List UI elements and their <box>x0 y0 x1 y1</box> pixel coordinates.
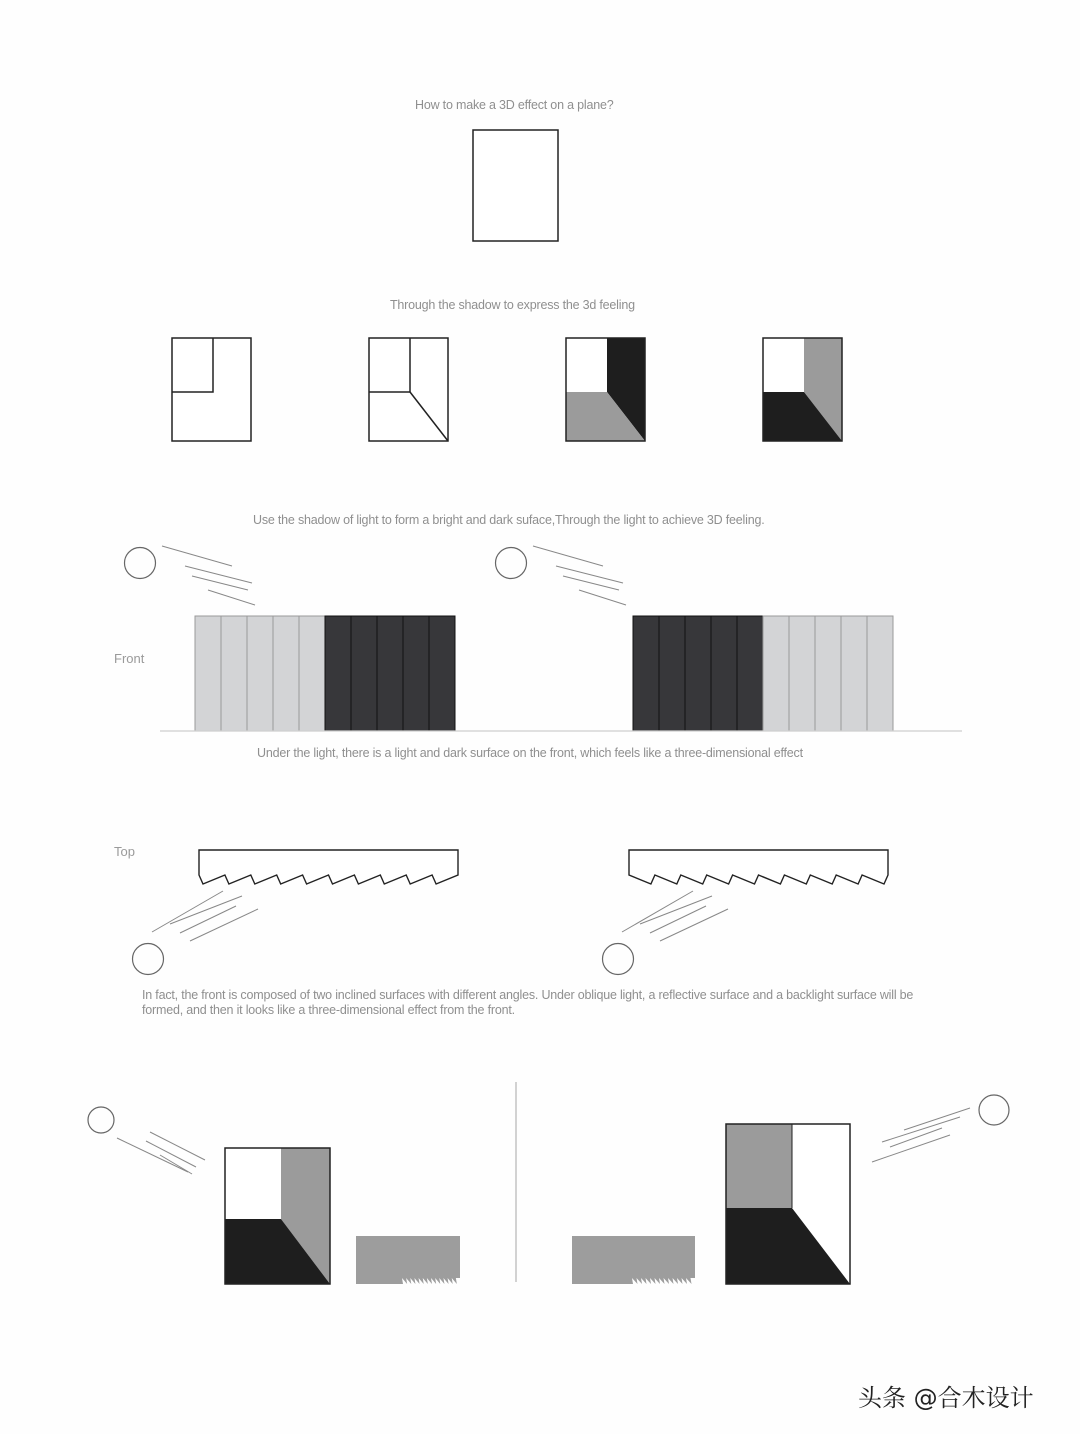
dark-panel <box>403 616 429 731</box>
dark-panel <box>633 616 659 731</box>
front-panels-right <box>633 616 893 731</box>
light-panel <box>247 616 273 731</box>
shadow-step-2 <box>369 338 448 441</box>
top-profile-right <box>629 850 888 884</box>
plain-rectangle <box>473 130 558 241</box>
shadow-step-1 <box>172 338 251 441</box>
front-panels-left <box>195 616 455 731</box>
light-circle <box>125 548 156 579</box>
light-circle <box>603 944 634 975</box>
caption-under-light: Under the light, there is a light and dark surface on the front, which feels like a three-dimensional effect <box>257 746 803 760</box>
light-source-bottom-right <box>872 1095 1009 1162</box>
light-panel <box>273 616 299 731</box>
caption-shadow: Through the shadow to express the 3d feeling <box>390 298 635 312</box>
light-panel <box>299 616 325 731</box>
caption-in-fact-line1: In fact, the front is composed of two inclined surfaces with different angles. Under oblique light, a reflective surface and a backlight surface will be <box>142 988 914 1002</box>
cube-right <box>726 1124 850 1284</box>
light-source-top-left <box>133 891 259 975</box>
light-panel <box>195 616 221 731</box>
light-source-front-left <box>125 546 256 605</box>
caption-intro: How to make a 3D effect on a plane? <box>415 98 614 112</box>
dark-panel <box>659 616 685 731</box>
caption-in-fact-line2: formed, and then it looks like a three-dimensional effect from the front. <box>142 1003 515 1017</box>
light-source-bottom-left <box>88 1107 205 1174</box>
watermark: 头条 @合木设计 <box>858 1384 1034 1412</box>
top-profile-left <box>199 850 458 884</box>
serrated-block-right <box>572 1236 695 1284</box>
dark-panel <box>711 616 737 731</box>
light-panel <box>763 616 789 731</box>
shadow-step-4 <box>763 338 842 441</box>
dark-panel <box>351 616 377 731</box>
dark-panel <box>737 616 763 731</box>
dark-panel <box>429 616 455 731</box>
light-panel <box>221 616 247 731</box>
light-panel <box>815 616 841 731</box>
label-front: Front <box>114 651 145 666</box>
shadow-step-3 <box>566 338 645 441</box>
caption-light: Use the shadow of light to form a bright and dark suface,Through the light to achieve 3D feeling. <box>253 513 765 527</box>
label-top: Top <box>114 844 135 859</box>
dark-panel <box>325 616 351 731</box>
light-circle <box>496 548 527 579</box>
light-circle <box>979 1095 1009 1125</box>
serrated-block-left <box>356 1236 460 1284</box>
light-source-top-right <box>603 891 729 975</box>
light-circle <box>88 1107 114 1133</box>
light-source-front-right <box>496 546 627 605</box>
light-panel <box>867 616 893 731</box>
dark-panel <box>377 616 403 731</box>
dark-panel <box>685 616 711 731</box>
light-panel <box>789 616 815 731</box>
light-panel <box>841 616 867 731</box>
light-circle <box>133 944 164 975</box>
cube-left <box>225 1148 330 1284</box>
